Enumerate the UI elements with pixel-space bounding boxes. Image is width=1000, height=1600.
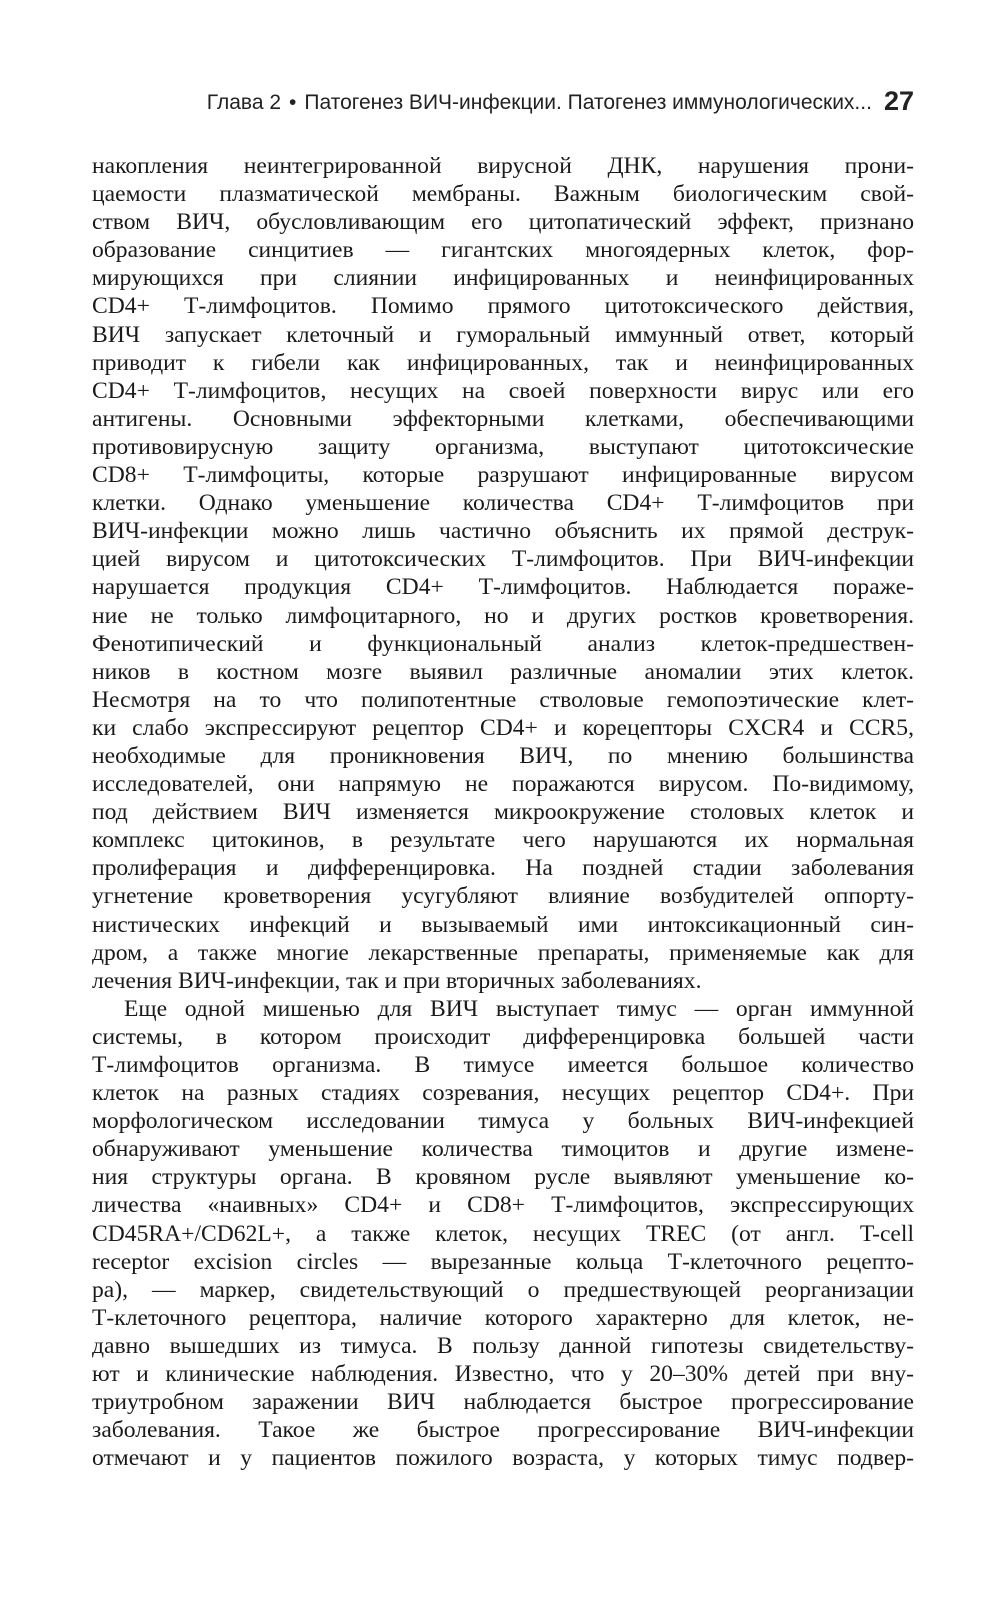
text-line: противовирусную защиту организма, выступают цитотоксические: [92, 433, 914, 460]
text-line: CD8+ Т-лимфоциты, которые разрушают инфицированные вирусом: [92, 462, 914, 489]
chapter-label: Глава 2: [206, 91, 282, 114]
text-line: мирующихся при слиянии инфицированных и неинфицированных: [92, 265, 914, 292]
text-line: ния структуры органа. В кровяном русле выявляют уменьшение ко-: [92, 1164, 914, 1191]
running-header: [92, 86, 914, 118]
text-line: отмечают и у пациентов пожилого возраста, у которых тимус подвер-: [92, 1445, 914, 1472]
text-line: лечения ВИЧ-инфекции, так и при вторичных заболеваниях.: [92, 967, 702, 994]
text-line: ют и клинические наблюдения. Известно, что у 20–30% детей при вну-: [92, 1361, 914, 1388]
text-line: ВИЧ-инфекции можно лишь частично объяснить их прямой деструк-: [92, 518, 914, 545]
text-line: CD4+ Т-лимфоцитов. Помимо прямого цитотоксического действия,: [92, 293, 914, 320]
text-line: CD45RA+/CD62L+, а также клеток, несущих TREC (от англ. T-cell: [92, 1220, 914, 1247]
text-line: пролиферация и дифференцировка. На поздней стадии заболевания: [92, 855, 914, 882]
text-line: ние не только лимфоцитарного, но и других ростков кроветворения.: [92, 602, 914, 629]
text-line: Еще одной мишенью для ВИЧ выступает тимус — орган иммунной: [124, 995, 914, 1022]
text-line: давно вышедших из тимуса. В пользу данной гипотезы свидетельству-: [92, 1332, 914, 1359]
text-line: необходимые для проникновения ВИЧ, по мнению большинства: [92, 742, 914, 769]
text-line: ников в костном мозге выявил различные аномалии этих клеток.: [92, 658, 914, 685]
bullet-separator: •: [289, 91, 297, 114]
text-line: исследователей, они напрямую не поражаются вирусом. По-видимому,: [92, 771, 914, 798]
text-line: ВИЧ запускает клеточный и гуморальный иммунный ответ, который: [92, 321, 914, 348]
page-number: 27: [883, 86, 914, 116]
text-line: цаемости плазматической мембраны. Важным биологическим свой-: [92, 181, 914, 208]
text-line: антигены. Основными эффекторными клетками, обеспечивающими: [92, 405, 914, 432]
text-line: CD4+ Т-лимфоцитов, несущих на своей поверхности вирус или его: [92, 377, 914, 404]
text-line: приводит к гибели как инфицированных, так и неинфицированных: [92, 349, 914, 376]
text-line: цией вирусом и цитотоксических Т-лимфоцитов. При ВИЧ-инфекции: [92, 546, 914, 573]
text-line: Т-лимфоцитов организма. В тимусе имеется большое количество: [92, 1052, 914, 1078]
text-line: личества «наивных» CD4+ и CD8+ Т-лимфоцитов, экспрессирующих: [92, 1192, 914, 1219]
text-line: ра), — маркер, свидетельствующий о предшествующей реорганизации: [92, 1276, 914, 1303]
text-line: receptor excision circles — вырезанные кольца Т-клеточного рецепто-: [92, 1248, 914, 1275]
text-line: Фенотипический и функциональный анализ клеток-предшествен-: [92, 630, 914, 657]
text-line: дром, а также многие лекарственные препараты, применяемые как для: [92, 939, 914, 966]
chapter-title: Патогенез ВИЧ-инфекции. Патогенез иммунологических...: [304, 91, 872, 114]
text-line: комплекс цитокинов, в результате чего нарушаются их нормальная: [92, 827, 914, 854]
text-line: накопления неинтегрированной вирусной ДНК, нарушения прони-: [92, 153, 914, 179]
text-line: образование синцитиев — гигантских многоядерных клеток, фор-: [92, 237, 914, 264]
text-line: ством ВИЧ, обусловливающим его цитопатический эффект, признано: [92, 209, 914, 236]
text-line: триутробном заражении ВИЧ наблюдается быстрое прогрессирование: [92, 1389, 914, 1416]
body-text: [92, 152, 914, 1472]
text-line: ки слабо экспрессируют рецептор CD4+ и корецепторы CXCR4 и CCR5,: [92, 714, 914, 741]
text-line: морфологическом исследовании тимуса у больных ВИЧ-инфекцией: [92, 1108, 914, 1135]
text-line: системы, в котором происходит дифференцировка большей части: [92, 1023, 914, 1050]
text-line: клетки. Однако уменьшение количества CD4+ Т-лимфоцитов при: [92, 490, 914, 517]
text-line: нистических инфекций и вызываемый ими интоксикационный син-: [92, 911, 914, 938]
text-line: заболевания. Такое же быстрое прогрессирование ВИЧ-инфекции: [92, 1417, 914, 1444]
text-line: Т-клеточного рецептора, наличие которого характерно для клеток, не-: [92, 1304, 914, 1331]
text-line: угнетение кроветворения усугубляют влияние возбудителей оппорту-: [92, 883, 914, 910]
text-line: Несмотря на то что полипотентные стволовые гемопоэтические клет-: [92, 686, 914, 713]
text-line: обнаруживают уменьшение количества тимоцитов и другие измене-: [92, 1136, 914, 1163]
text-line: нарушается продукция CD4+ Т-лимфоцитов. Наблюдается пораже-: [92, 574, 914, 601]
text-line: клеток на разных стадиях созревания, несущих рецептор CD4+. При: [92, 1080, 914, 1107]
text-line: под действием ВИЧ изменяется микроокружение столовых клеток и: [92, 799, 914, 826]
